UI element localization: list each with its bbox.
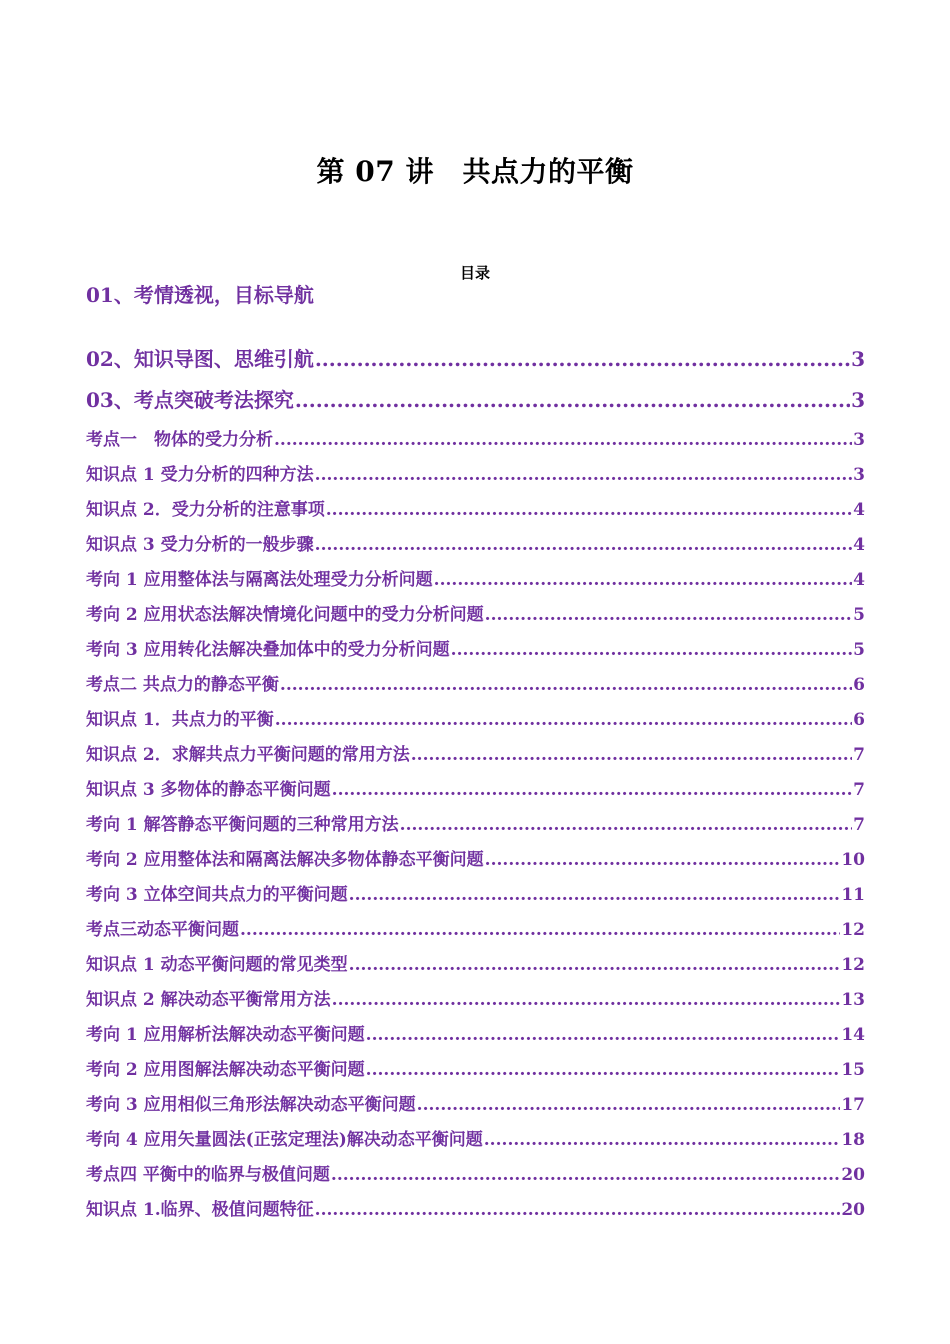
toc-entry[interactable]: [86, 1195, 865, 1230]
toc-entry[interactable]: [86, 495, 865, 530]
toc-page-number: 17: [841, 1095, 865, 1115]
toc-leader-dots: [315, 465, 852, 485]
toc-entry-title: 考向 1 解答静态平衡问题的三种常用方法: [86, 815, 399, 835]
toc-leader-dots: [366, 1025, 841, 1045]
toc-entry-title: 考点四 平衡中的临界与极值问题: [86, 1165, 330, 1185]
toc-page-number: 13: [841, 990, 865, 1010]
toc-page-number: 4: [853, 500, 865, 520]
toc-entry-title: 03、考点突破考法探究: [86, 388, 294, 412]
toc-leader-dots: [366, 1060, 841, 1080]
toc-leader-dots: [315, 535, 852, 555]
toc-page-number: 4: [853, 570, 865, 590]
toc-entry[interactable]: [86, 915, 865, 950]
toc-page-number: 3: [851, 388, 865, 412]
toc-leader-dots: [240, 920, 840, 940]
toc-page-number: 6: [853, 710, 865, 730]
toc-entry-title: 考向 2 应用图解法解决动态平衡问题: [86, 1060, 365, 1080]
toc-entry[interactable]: [86, 1090, 865, 1125]
toc-page-number: 3: [851, 347, 865, 371]
toc-entry-title: 考点三动态平衡问题: [86, 920, 239, 940]
toc-leader-dots: [349, 955, 841, 975]
toc-entry[interactable]: [86, 845, 865, 880]
toc-page-number: 18: [841, 1130, 865, 1150]
toc-entry[interactable]: [86, 670, 865, 705]
toc-entry-title: 知识点 1 受力分析的四种方法: [86, 465, 314, 485]
toc-entry[interactable]: [86, 740, 865, 775]
toc-entry[interactable]: [86, 950, 865, 985]
toc-leader-dots: [485, 605, 852, 625]
toc-entry[interactable]: [86, 1125, 865, 1160]
toc-entry-title: 考向 4 应用矢量圆法(正弦定理法)解决动态平衡问题: [86, 1130, 483, 1150]
toc-leader-dots: [400, 815, 852, 835]
toc-entry-title: 考向 3 应用转化法解决叠加体中的受力分析问题: [86, 640, 450, 660]
toc-leader-dots: [451, 640, 852, 660]
toc-page-number: 7: [853, 780, 865, 800]
toc-page-number: 12: [841, 955, 865, 975]
toc-entry-overview[interactable]: 01、考情透视，目标导航: [86, 283, 314, 307]
toc-entry[interactable]: [86, 343, 865, 384]
toc-entry[interactable]: [86, 635, 865, 670]
toc-page-number: 5: [853, 605, 865, 625]
toc-leader-dots: [411, 745, 852, 765]
toc-entry-title: 知识点 2．求解共点力平衡问题的常用方法: [86, 745, 410, 765]
toc-leader-dots: [295, 388, 850, 412]
page-title: 第 07 讲 共点力的平衡: [316, 155, 634, 188]
toc-leader-dots: [417, 1095, 841, 1115]
toc-page-number: 5: [853, 640, 865, 660]
toc-entry[interactable]: [86, 565, 865, 600]
toc-entry[interactable]: [86, 985, 865, 1020]
toc-entry-title: 知识点 1．共点力的平衡: [86, 710, 274, 730]
toc-leader-dots: [280, 675, 852, 695]
toc-page-number: 14: [841, 1025, 865, 1045]
toc-entry[interactable]: [86, 530, 865, 565]
toc-leader-dots: [315, 347, 850, 371]
toc-page-number: 11: [841, 885, 865, 905]
toc-entry-title: 知识点 2．受力分析的注意事项: [86, 500, 325, 520]
toc-entry-title: 考向 3 立体空间共点力的平衡问题: [86, 885, 348, 905]
toc-entry[interactable]: [86, 880, 865, 915]
toc-entry[interactable]: [86, 775, 865, 810]
toc-page-number: 7: [853, 745, 865, 765]
toc-entry-title: 02、知识导图、思维引航: [86, 347, 314, 371]
toc-entry-title: 知识点 3 受力分析的一般步骤: [86, 535, 314, 555]
toc-leader-dots: [331, 1165, 840, 1185]
toc-leader-dots: [275, 710, 852, 730]
toc-entry-title: 考向 2 应用状态法解决情境化问题中的受力分析问题: [86, 605, 484, 625]
toc-entry[interactable]: [86, 425, 865, 460]
toc-page-number: 20: [841, 1165, 865, 1185]
toc-entry[interactable]: [86, 600, 865, 635]
toc-page-number: 4: [853, 535, 865, 555]
toc-page-number: 3: [853, 430, 865, 450]
toc-leader-dots: [485, 850, 841, 870]
toc-entry-title: 考向 1 应用解析法解决动态平衡问题: [86, 1025, 365, 1045]
toc-page-number: 3: [853, 465, 865, 485]
toc-leader-dots: [274, 430, 852, 450]
toc-leader-dots: [332, 780, 852, 800]
toc-page-number: 7: [853, 815, 865, 835]
toc-page-number: 20: [841, 1200, 865, 1220]
toc-entry-title: 考点二 共点力的静态平衡: [86, 675, 279, 695]
toc-page-number: 15: [841, 1060, 865, 1080]
toc-entry[interactable]: [86, 384, 865, 425]
toc-entry-title: 考向 2 应用整体法和隔离法解决多物体静态平衡问题: [86, 850, 484, 870]
toc-entry[interactable]: [86, 1020, 865, 1055]
toc-leader-dots: [315, 1200, 841, 1220]
toc-heading: 目录: [459, 264, 490, 282]
toc-entry-title: 考点一 物体的受力分析: [86, 430, 273, 450]
toc-entry-title: 考向 1 应用整体法与隔离法处理受力分析问题: [86, 570, 433, 590]
toc-entry-title: 知识点 1.临界、极值问题特征: [86, 1200, 314, 1220]
toc-leader-dots: [326, 500, 852, 520]
toc-page-number: 6: [853, 675, 865, 695]
toc-entry-title: 知识点 3 多物体的静态平衡问题: [86, 780, 331, 800]
toc-entry-title: 知识点 2 解决动态平衡常用方法: [86, 990, 331, 1010]
toc-leader-dots: [434, 570, 852, 590]
toc-entry[interactable]: [86, 810, 865, 845]
toc-entry[interactable]: [86, 1055, 865, 1090]
toc-entry[interactable]: [86, 705, 865, 740]
toc-leader-dots: [349, 885, 841, 905]
toc-entry-title: 考向 3 应用相似三角形法解决动态平衡问题: [86, 1095, 416, 1115]
toc-entry[interactable]: [86, 1160, 865, 1195]
toc-page-number: 10: [841, 850, 865, 870]
toc-entry[interactable]: [86, 460, 865, 495]
toc-entry-title: 知识点 1 动态平衡问题的常见类型: [86, 955, 348, 975]
toc-page-number: 12: [841, 920, 865, 940]
toc-leader-dots: [332, 990, 841, 1010]
toc-leader-dots: [484, 1130, 841, 1150]
table-of-contents: [86, 343, 865, 1230]
